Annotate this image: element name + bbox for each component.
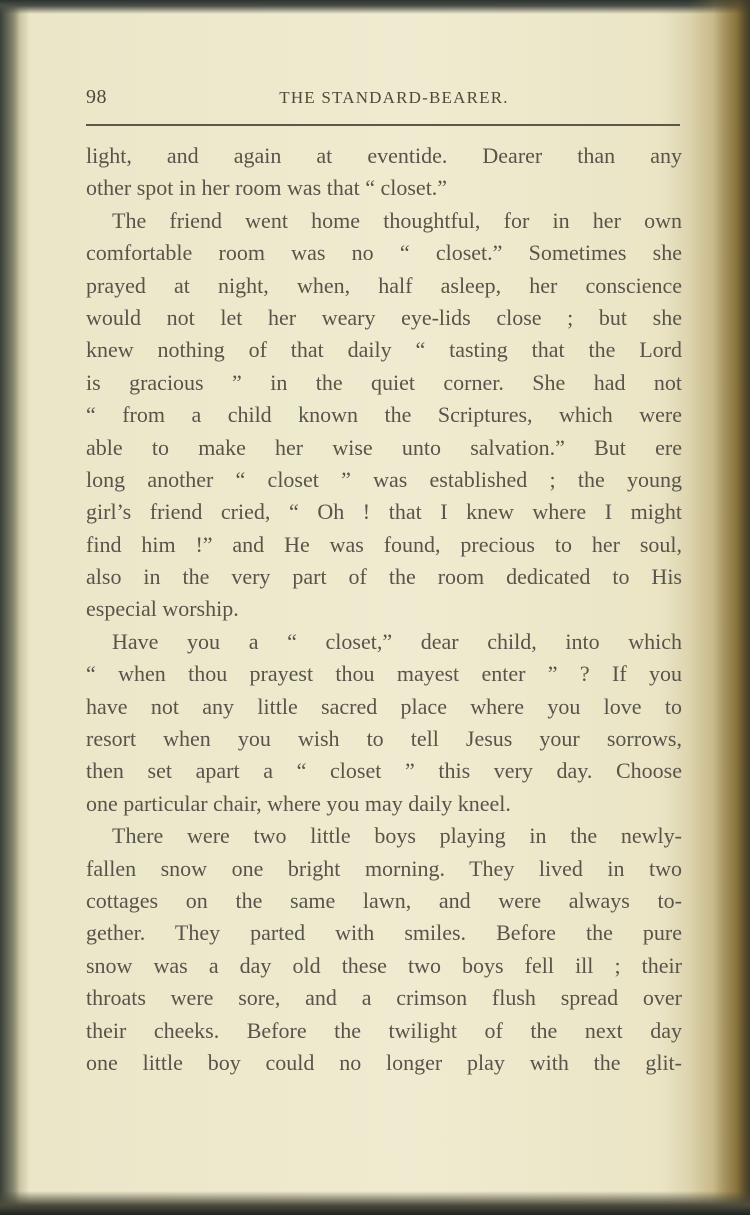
text-line: light, and again at eventide. Dearer than any bbox=[86, 143, 682, 168]
text-line: would not let her weary eye-lids close ; but she bbox=[86, 304, 682, 330]
page-number: 98 bbox=[86, 86, 107, 108]
text-line: girl’s friend cried, “ Oh ! that I knew where I might bbox=[86, 499, 682, 525]
page-header bbox=[86, 86, 680, 116]
text-line: one particular chair, where you may daily kneel. bbox=[86, 790, 511, 816]
text-line: There were two little boys playing in the newly- bbox=[112, 823, 682, 849]
text-line: also in the very part of the room dedicated to His bbox=[86, 564, 682, 590]
paragraph bbox=[86, 205, 682, 626]
text-line: cottages on the same lawn, and were always to- bbox=[86, 887, 682, 913]
text-line: Have you a “ closet,” dear child, into which bbox=[112, 628, 682, 654]
text-line: long another “ closet ” was established ; the young bbox=[86, 466, 682, 492]
text-line: throats were sore, and a crimson flush spread over bbox=[86, 985, 682, 1011]
text-line: The friend went home thoughtful, for in her own bbox=[112, 207, 682, 233]
paragraph bbox=[86, 820, 682, 1079]
text-line: “ from a child known the Scriptures, which were bbox=[86, 402, 682, 428]
text-line: “ when thou prayest thou mayest enter ” ? If you bbox=[86, 661, 682, 687]
text-line: one little boy could no longer play with the glit- bbox=[86, 1049, 682, 1075]
running-head: THE STANDARD-BEARER. bbox=[279, 88, 509, 107]
text-line: able to make her wise unto salvation.” But ere bbox=[86, 434, 682, 460]
text-line: resort when you wish to tell Jesus your sorrows, bbox=[86, 726, 682, 752]
text-line: fallen snow one bright morning. They lived in two bbox=[86, 855, 682, 881]
text-line: find him !” and He was found, precious to her soul, bbox=[86, 531, 682, 557]
header-rule bbox=[86, 124, 680, 126]
text-line: their cheeks. Before the twilight of the next day bbox=[86, 1017, 682, 1043]
text-line: prayed at night, when, half asleep, her conscience bbox=[86, 272, 682, 298]
text-line: comfortable room was no “ closet.” Sometimes she bbox=[86, 240, 682, 266]
text-line: gether. They parted with smiles. Before the pure bbox=[86, 920, 682, 946]
text-line: knew nothing of that daily “ tasting that the Lord bbox=[86, 337, 682, 363]
page-top-edge bbox=[0, 0, 750, 14]
page-bottom-edge bbox=[0, 1191, 750, 1215]
paragraph bbox=[86, 626, 682, 820]
text-line: have not any little sacred place where you love to bbox=[86, 693, 682, 719]
text-line: other spot in her room was that “ closet.” bbox=[86, 175, 448, 201]
text-line: then set apart a “ closet ” this very day. Choose bbox=[86, 758, 682, 784]
binding-shadow bbox=[690, 0, 750, 1215]
text-line: is gracious ” in the quiet corner. She had not bbox=[86, 369, 682, 395]
body-text bbox=[86, 140, 682, 1079]
paragraph bbox=[86, 140, 682, 205]
text-line: especial worship. bbox=[86, 596, 239, 622]
text-line: snow was a day old these two boys fell ill ; their bbox=[86, 952, 682, 978]
